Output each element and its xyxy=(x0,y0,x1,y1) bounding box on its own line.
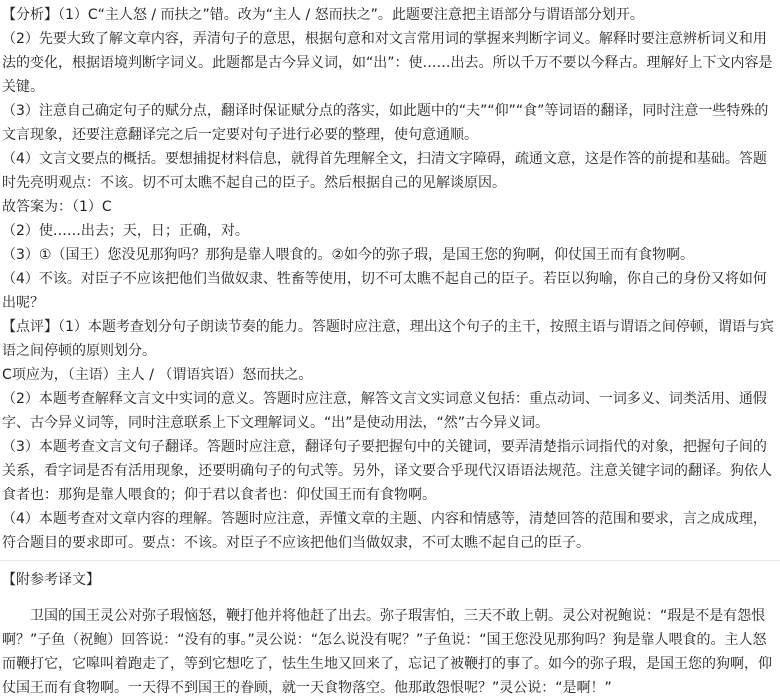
analysis-paragraph-1: 【分析】（1）C“主人怒 / 而扶之”错。改为“主人 / 怒而扶之”。此题要注意把主语部分与谓语部分划开。 xyxy=(2,7,644,23)
translation-heading: 【附参考译文】 xyxy=(2,572,100,588)
section-divider xyxy=(0,560,780,561)
answer-line-1: 故答案为：（1）C xyxy=(2,199,112,215)
answer-line-2: （2）使……出去；天，日；正确，对。 xyxy=(2,223,249,239)
answer-line-3: （3）①（国王）您没见那狗吗？那狗是靠人喂食的。②如今的弥子瑕，是国王您的狗啊，仰仗国王而有食物啊。 xyxy=(2,247,695,263)
comment-paragraph-1b: C项应为，（主语）主人 / （谓语宾语）怒而扶之。 xyxy=(2,367,313,383)
answer-line-4: （4）不该。对臣子不应该把他们当做奴隶、牲畜等使用，切不可太瞧不起自己的臣子。若臣以狗喻，你自己的身份又将如何出呢？ xyxy=(2,271,767,311)
analysis-paragraph-2: （2）先要大致了解文章内容，弄清句子的意思，根据句意和对文言常用词的掌握来判断字词义。解释时要注意辨析词义和用法的变化，根据语境判断字词义。此题都是古今异义词，如“出”：使……出去。所以千万不要以今释古。理解好上下文内容是关键。 xyxy=(2,31,773,95)
analysis-tag: 【分析】 xyxy=(2,7,58,23)
translation-body: 卫国的国王灵公对弥子瑕恼怒，鞭打他并将他赶了出去。弥子瑕害怕，三天不敢上朝。灵公对祝鲍说：“瑕是不是有怨恨啊？”子鱼（祝鲍）回答说：“没有的事。”灵公说：“怎么说没有呢？”子鱼说：“国王您没见那狗吗？狗是靠人喂食的。主人怒而鞭打它，它嗥叫着跑走了，等到它想吃了，怯生生地又回来了，忘记了被鞭打的事了。如今的弥子瑕，是国王您的狗啊，仰仗国王而有食物啊。一天得不到国王的眷顾，就一天食物落空。他那敢怨恨呢？”灵公说：“是啊！” xyxy=(2,608,772,696)
comment-paragraph-4: （4）本题考查对文章内容的理解。答题时应注意，弄懂文章的主题、内容和情感等，清楚回答的范围和要求，言之成成理，符合题目的要求即可。要点：不该。对臣子不应该把他们当做奴隶，不可太瞧不起自己的臣子。 xyxy=(2,511,767,551)
analysis-paragraph-3: （3）注意自己确定句子的赋分点，翻译时保证赋分点的落实，如此题中的“夫”“仰”“食”等词语的翻译，同时注意一些特殊的文言现象，还要注意翻译完之后一定要对句子进行必要的整理，使句意通顺。 xyxy=(2,103,769,143)
comment-paragraph-2: （2）本题考查解释文言文中实词的意义。答题时应注意，解答文言文实词意义包括：重点动词、一词多义、词类活用、通假字、古今异义词等，同时注意联系上下文理解词义。“出”是使动用法，“然”古今异义词。 xyxy=(2,391,767,431)
analysis-paragraph-4: （4）文言文要点的概括。要想捕捉材料信息，就得首先理解全文，扫清文字障碍，疏通文意，这是作答的前提和基础。答题时先亮明观点：不该。切不可太瞧不起自己的臣子。然后根据自己的见解谈原因。 xyxy=(2,151,767,191)
comment-paragraph-3: （3）本题考查文言文句子翻译。答题时应注意，翻译句子要把握句中的关键词，要弄清楚指示词指代的对象，把握句子间的关系，看字词是否有活用现象，还要明确句子的句式等。另外，译文要合乎现代汉语语法规范。注意关键字词的翻译。狗依人食者也：那狗是靠人喂食的；仰于君以食者也：仰仗国王而有食物啊。 xyxy=(2,439,772,503)
comment-tag: 【点评】 xyxy=(2,319,58,335)
comment-paragraph-1: 【点评】（1）本题考查划分句子朗读节奏的能力。答题时应注意，理出这个句子的主干，按照主语与谓语之间停顿，谓语与宾语之间停顿的原则划分。 xyxy=(2,319,774,359)
